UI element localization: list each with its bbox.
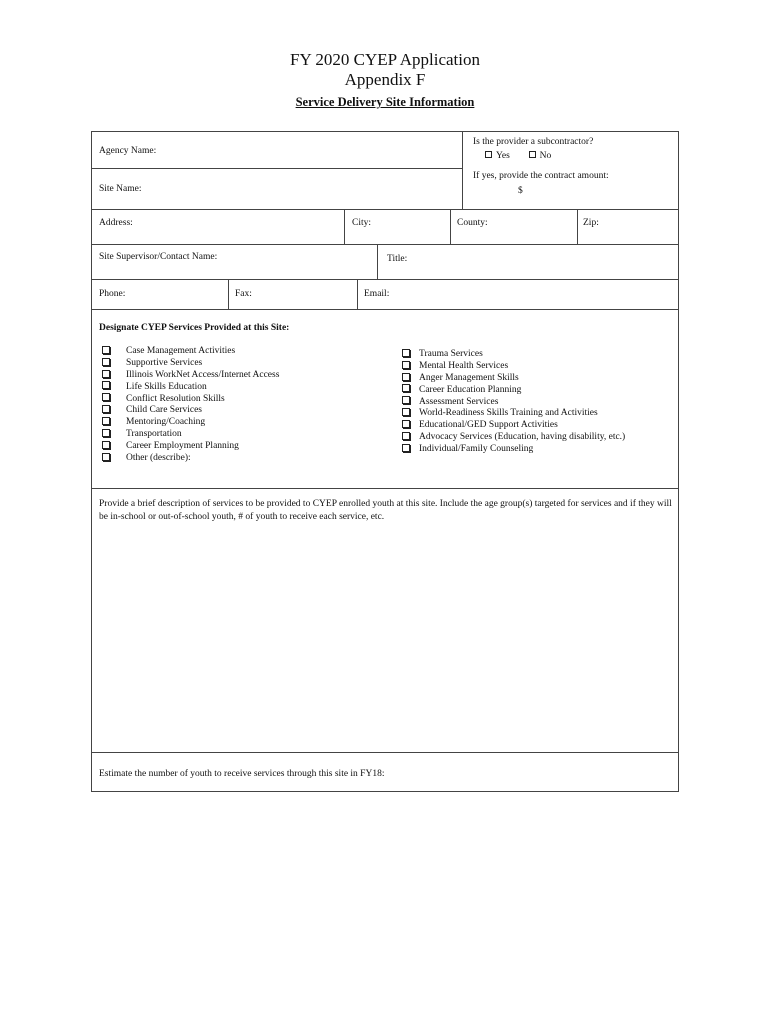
- city-field[interactable]: City:: [352, 218, 372, 228]
- document-header: [0, 50, 770, 110]
- service-label: Career Employment Planning: [126, 441, 239, 452]
- service-option[interactable]: [102, 417, 279, 429]
- service-option[interactable]: [402, 361, 625, 373]
- service-label: Transportation: [126, 429, 182, 440]
- divider-row-1: [92, 209, 678, 210]
- service-option[interactable]: [402, 420, 625, 432]
- checkbox-icon[interactable]: [102, 370, 110, 378]
- service-label: World-Readiness Skills Training and Activities: [419, 408, 598, 419]
- divider-row-4: [92, 309, 678, 310]
- service-option[interactable]: [402, 408, 625, 420]
- divider-subcontractor: [462, 132, 463, 209]
- service-option[interactable]: [102, 346, 279, 358]
- service-label: Advocacy Services (Education, having disability, etc.): [419, 432, 626, 443]
- service-label: Career Education Planning: [419, 384, 522, 395]
- contract-amount-label: If yes, provide the contract amount:: [473, 171, 609, 181]
- service-label: Mental Health Services: [419, 360, 509, 371]
- service-option[interactable]: [102, 405, 279, 417]
- divider-row-3: [92, 279, 678, 280]
- service-label: Assessment Services: [419, 396, 499, 407]
- service-option[interactable]: [102, 453, 279, 465]
- county-field[interactable]: County:: [457, 218, 488, 228]
- divider-county-zip: [577, 209, 578, 244]
- agency-name-field[interactable]: Agency Name:: [99, 146, 157, 156]
- divider-phone-fax: [228, 279, 229, 309]
- no-checkbox[interactable]: [529, 151, 536, 158]
- divider-services: [92, 488, 678, 489]
- checkbox-icon[interactable]: [402, 396, 410, 404]
- checkbox-icon[interactable]: [102, 358, 110, 366]
- phone-field[interactable]: Phone:: [99, 289, 126, 299]
- checkbox-icon[interactable]: [402, 444, 410, 452]
- services-list-right: [402, 349, 625, 456]
- service-option[interactable]: [102, 382, 279, 394]
- service-label: Individual/Family Counseling: [419, 444, 534, 455]
- supervisor-name-field[interactable]: Site Supervisor/Contact Name:: [99, 252, 218, 262]
- service-option[interactable]: [102, 394, 279, 406]
- checkbox-icon[interactable]: [102, 417, 110, 425]
- divider-agency-site: [92, 168, 462, 169]
- checkbox-icon[interactable]: [402, 384, 410, 392]
- services-list-left: [102, 346, 279, 465]
- divider-description: [92, 752, 678, 753]
- checkbox-icon[interactable]: [102, 429, 110, 437]
- service-label: Anger Management Skills: [419, 372, 519, 383]
- divider-supervisor-title: [377, 244, 378, 279]
- checkbox-icon[interactable]: [102, 381, 110, 389]
- service-label: Mentoring/Coaching: [126, 417, 206, 428]
- subcontractor-options: [485, 151, 551, 162]
- service-option[interactable]: [402, 349, 625, 361]
- service-option[interactable]: [402, 373, 625, 385]
- youth-estimate-field[interactable]: Estimate the number of youth to receive services through this site in FY18:: [99, 769, 385, 779]
- service-option[interactable]: [402, 397, 625, 409]
- checkbox-icon[interactable]: [102, 393, 110, 401]
- document-subtitle: Service Delivery Site Information: [295, 95, 475, 109]
- checkbox-icon[interactable]: [402, 373, 410, 381]
- description-field[interactable]: Provide a brief description of services to be provided to CYEP enrolled youth at this site. Include the age group(s) targeted for services and if they will be in-school or out-of-school youth, # of youth to receive each service, etc.: [99, 499, 672, 522]
- site-information-form: [91, 131, 679, 792]
- service-label: Life Skills Education: [126, 381, 207, 392]
- checkbox-icon[interactable]: [402, 432, 410, 440]
- fax-field[interactable]: Fax:: [235, 289, 252, 299]
- checkbox-icon[interactable]: [402, 361, 410, 369]
- address-field[interactable]: Address:: [99, 218, 133, 228]
- service-option[interactable]: [102, 358, 279, 370]
- service-label: Educational/GED Support Activities: [419, 420, 558, 431]
- service-option[interactable]: [102, 370, 279, 382]
- document-appendix: Appendix F: [344, 70, 426, 89]
- service-option[interactable]: [402, 385, 625, 397]
- service-label: Trauma Services: [419, 349, 483, 359]
- divider-city-county: [450, 209, 451, 244]
- yes-checkbox[interactable]: [485, 151, 492, 158]
- checkbox-icon[interactable]: [102, 405, 110, 413]
- checkbox-icon[interactable]: [402, 420, 410, 428]
- services-heading: Designate CYEP Services Provided at this Site:: [99, 323, 290, 333]
- divider-fax-email: [357, 279, 358, 309]
- service-label: Other (describe):: [126, 453, 191, 464]
- contract-amount-field[interactable]: $: [518, 186, 523, 196]
- checkbox-icon[interactable]: [102, 346, 110, 354]
- service-option[interactable]: [402, 444, 625, 456]
- checkbox-icon[interactable]: [102, 453, 110, 461]
- service-label: Child Care Services: [126, 405, 202, 416]
- subcontractor-question: Is the provider a subcontractor?: [473, 137, 594, 147]
- title-field[interactable]: Title:: [387, 254, 408, 264]
- checkbox-icon[interactable]: [402, 349, 410, 357]
- service-label: Supportive Services: [126, 357, 203, 368]
- no-label: No: [539, 151, 552, 161]
- service-label: Illinois WorkNet Access/Internet Access: [126, 369, 280, 380]
- email-field[interactable]: Email:: [364, 289, 390, 299]
- service-option[interactable]: [402, 432, 625, 444]
- zip-field[interactable]: Zip:: [583, 218, 599, 228]
- divider-row-2: [92, 244, 678, 245]
- checkbox-icon[interactable]: [402, 408, 410, 416]
- service-option[interactable]: [102, 441, 279, 453]
- yes-label: Yes: [496, 151, 510, 161]
- document-title: FY 2020 CYEP Application: [290, 50, 480, 69]
- site-name-field[interactable]: Site Name:: [99, 184, 142, 194]
- checkbox-icon[interactable]: [102, 441, 110, 449]
- divider-address-city: [344, 209, 345, 244]
- service-option[interactable]: [102, 429, 279, 441]
- service-label: Conflict Resolution Skills: [126, 393, 225, 404]
- service-label: Case Management Activities: [126, 346, 236, 356]
